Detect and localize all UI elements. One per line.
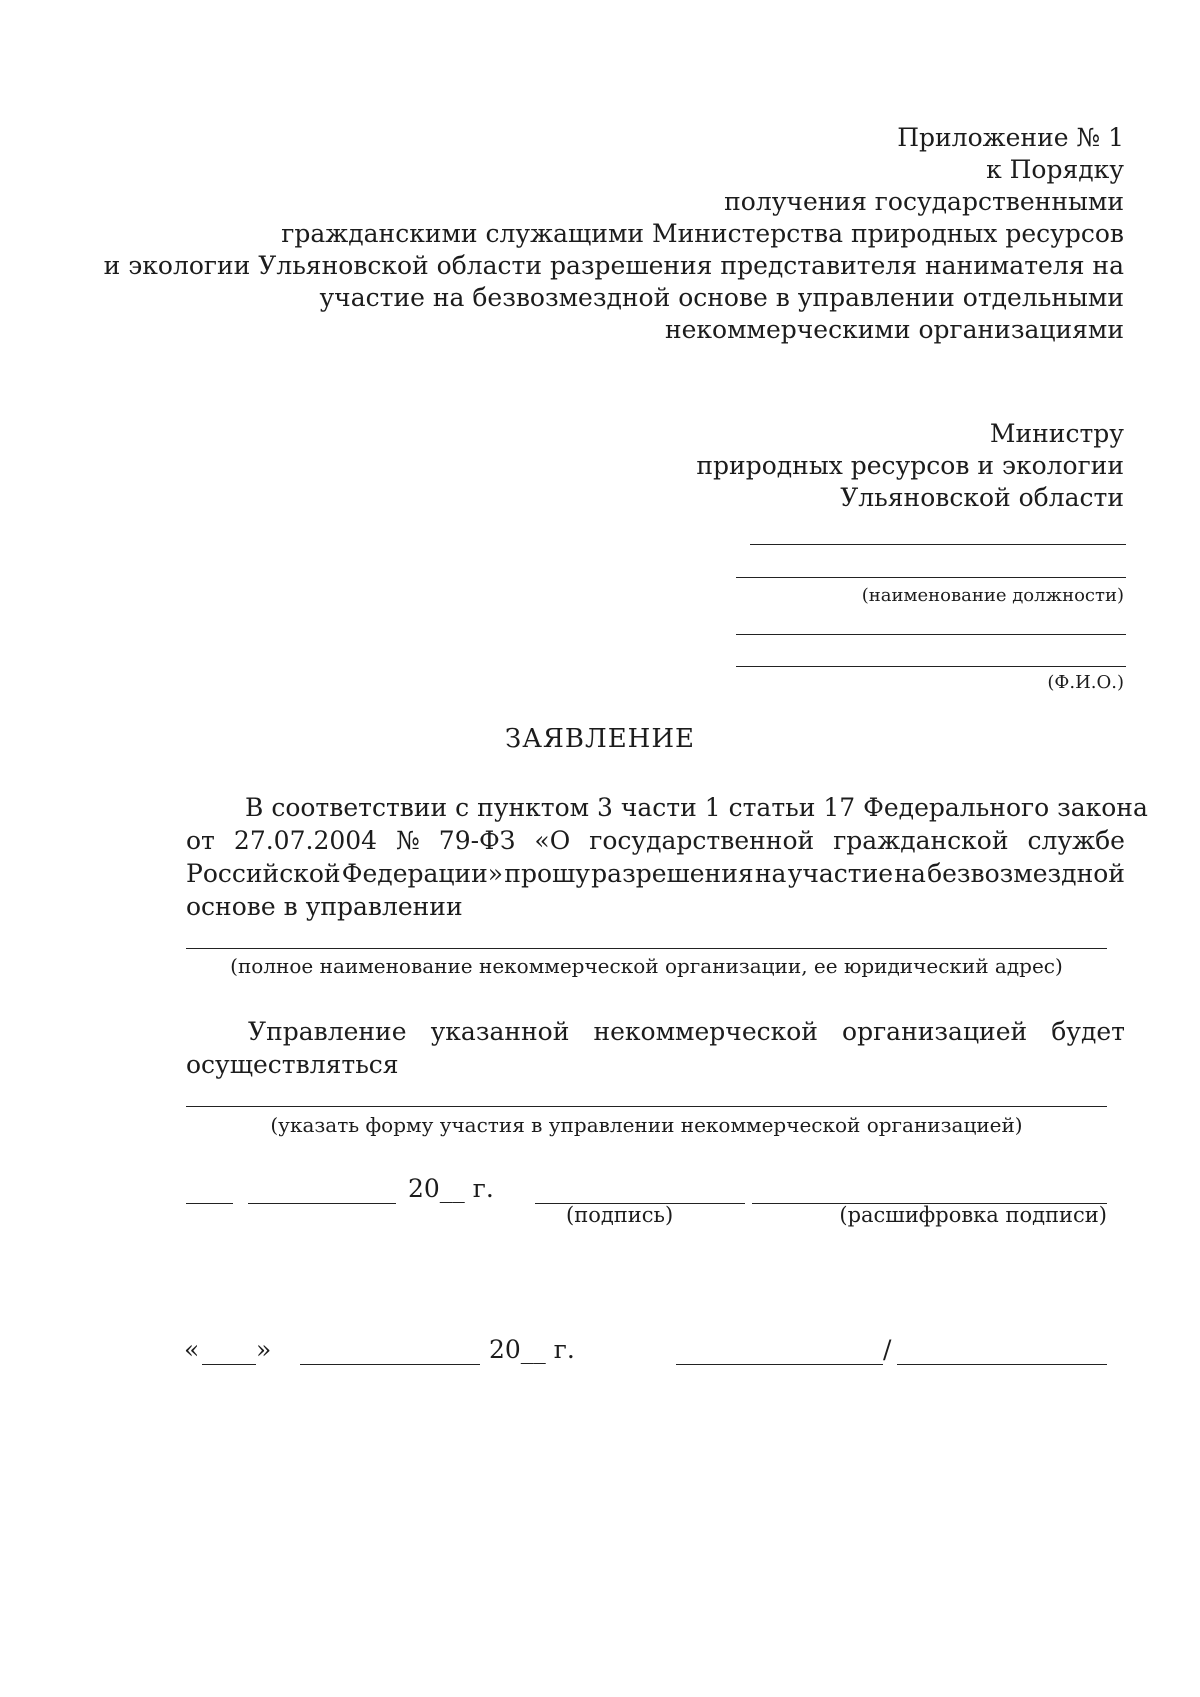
- org-name-blank-line[interactable]: [186, 948, 1107, 949]
- bottom-slash: /: [883, 1335, 892, 1364]
- signature-decoding-caption: (расшифровка подписи): [839, 1203, 1107, 1227]
- word: государственной: [589, 826, 815, 855]
- fio-caption: (Ф.И.О.): [1047, 672, 1124, 693]
- word: службе: [1027, 826, 1125, 855]
- position-blank-line[interactable]: [736, 577, 1126, 578]
- appendix-line: участие на безвозмездной основе в управлении отдельными: [319, 283, 1124, 312]
- word: 79-ФЗ: [438, 826, 516, 855]
- addressee-line: Министру: [989, 419, 1124, 448]
- word: указанной: [430, 1017, 570, 1046]
- appendix-line: гражданскими служащими Министерства природных ресурсов: [281, 219, 1124, 248]
- addressee-line: Ульяновской области: [840, 483, 1124, 512]
- bottom-day-blank-line[interactable]: [202, 1364, 256, 1365]
- word: на: [754, 859, 787, 888]
- para1-line2: [186, 824, 1125, 857]
- word: Федерации»: [341, 859, 504, 888]
- day-blank-line[interactable]: [186, 1203, 233, 1204]
- appendix-line: к Порядку: [986, 155, 1124, 184]
- word: на: [894, 859, 926, 888]
- bottom-quote-close: »: [256, 1335, 272, 1364]
- bottom-month-blank-line[interactable]: [300, 1364, 480, 1365]
- fio-blank-line-1[interactable]: [736, 634, 1126, 635]
- word: организацией: [842, 1017, 1028, 1046]
- appendix-line: Приложение № 1: [897, 123, 1124, 152]
- word: безвозмездной: [927, 859, 1125, 888]
- word: прошу: [504, 859, 590, 888]
- word: будет: [1051, 1017, 1125, 1046]
- word: от: [186, 826, 215, 855]
- para1-line4: основе в управлении: [186, 892, 463, 921]
- appendix-line: и экологии Ульяновской области разрешения представителя нанимателя на: [103, 251, 1124, 280]
- appendix-line: получения государственными: [724, 187, 1124, 216]
- word: некоммерческой: [593, 1017, 818, 1046]
- bottom-year-label: 20__ г.: [489, 1335, 575, 1364]
- para1-line1: В соответствии с пунктом 3 части 1 статьи 17 Федерального закона: [245, 793, 1148, 822]
- word: Управление: [248, 1017, 407, 1046]
- org-caption: (полное наименование некоммерческой организации, ее юридический адрес): [230, 954, 1063, 978]
- bottom-quote-open: «: [184, 1335, 200, 1364]
- word: разрешения: [591, 859, 754, 888]
- position-caption: (наименование должности): [861, 585, 1124, 606]
- para2-line2: осуществляться: [186, 1050, 399, 1079]
- addressee-line: природных ресурсов и экологии: [696, 451, 1124, 480]
- word: Российской: [186, 859, 341, 888]
- bottom-signature-blank-line[interactable]: [676, 1364, 883, 1365]
- appendix-line: некоммерческими организациями: [664, 315, 1124, 344]
- word: «О: [534, 826, 571, 855]
- appendix-header: [104, 122, 1124, 346]
- word: участие: [787, 859, 894, 888]
- document-title: ЗАЯВЛЕНИЕ: [505, 724, 695, 754]
- word: 27.07.2004: [233, 826, 378, 855]
- para1-line3: [186, 857, 1125, 890]
- fio-blank-line-2[interactable]: [736, 666, 1126, 667]
- bottom-decoding-blank-line[interactable]: [897, 1364, 1107, 1365]
- addressee-blank-line[interactable]: [750, 544, 1126, 545]
- word: гражданской: [833, 826, 1009, 855]
- month-blank-line[interactable]: [248, 1203, 396, 1204]
- form-blank-line[interactable]: [186, 1106, 1107, 1107]
- signature-caption: (подпись): [566, 1203, 674, 1227]
- signature-year-label: 20__ г.: [408, 1174, 494, 1203]
- addressee-block: [696, 418, 1124, 514]
- word: №: [396, 826, 420, 855]
- form-caption: (указать форму участия в управлении некоммерческой организацией): [270, 1113, 1023, 1137]
- para2-line1: [248, 1015, 1125, 1048]
